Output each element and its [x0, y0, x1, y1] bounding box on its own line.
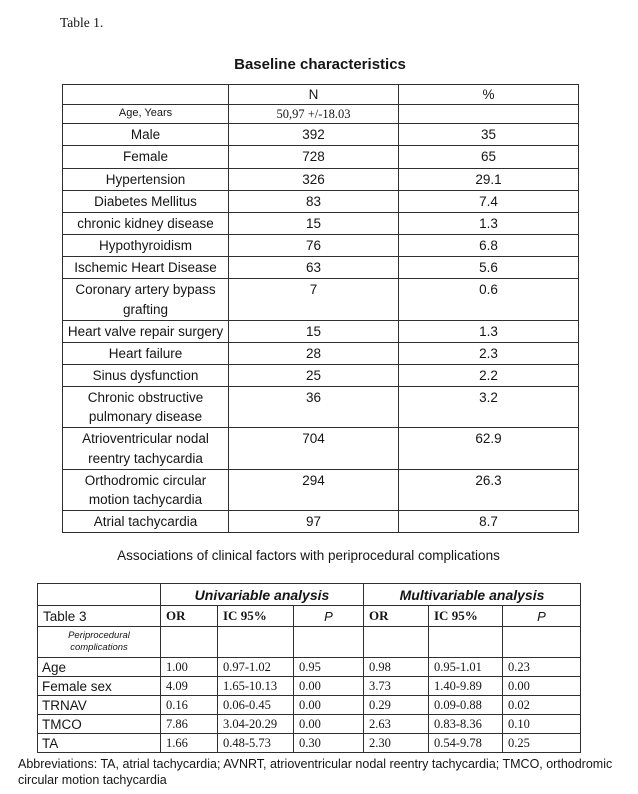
table1-header [63, 85, 579, 105]
table-cell: 15 [229, 320, 399, 342]
table-row [63, 190, 579, 212]
table-header-cell-n: N [229, 85, 399, 105]
table-cell: Hypothyroidism [63, 235, 229, 257]
table-cell: 62.9 [399, 428, 579, 469]
associations-table [37, 583, 581, 753]
table-cell: TRNAV [38, 696, 161, 715]
table-row [63, 257, 579, 279]
table-cell: 1.3 [399, 212, 579, 234]
blank-cell [38, 584, 161, 606]
table-cell: 26.3 [399, 469, 579, 510]
table-cell: 8.7 [399, 511, 579, 533]
table-cell: 76 [229, 235, 399, 257]
table1-caption: Table 1. [60, 15, 104, 30]
abbreviations-footnote: Abbreviations: TA, atrial tachycardia; AVNRT, atrioventricular nodal reentry tachycardia; TMCO, orthodromic circular motion tachycardia [18, 757, 613, 788]
ic95-header: IC 95% [218, 606, 294, 627]
table-cell: 6.8 [399, 235, 579, 257]
table-cell: 83 [229, 190, 399, 212]
table-row [63, 387, 579, 428]
p-header: P [503, 606, 581, 627]
table-cell: Sinus dysfunction [63, 364, 229, 386]
table1-body [63, 105, 579, 533]
table-cell: 2.2 [399, 364, 579, 386]
table3-header [38, 584, 581, 658]
table-cell: 5.6 [399, 257, 579, 279]
or-header: OR [161, 606, 218, 627]
blank-cell [218, 627, 294, 658]
analysis-group-row [38, 584, 581, 606]
table-row [63, 105, 579, 124]
table-cell: Age, Years [63, 105, 229, 124]
table-row [38, 715, 581, 734]
table-cell: Male [63, 124, 229, 146]
table-cell: 35 [399, 124, 579, 146]
table-cell: Age [38, 658, 161, 677]
p-header: P [294, 606, 364, 627]
table-cell: 2.63 [364, 715, 429, 734]
table-cell: 3.73 [364, 677, 429, 696]
table-cell: TA [38, 734, 161, 753]
table3-title: Associations of clinical factors with periprocedural complications [117, 548, 500, 563]
table-cell: 0.00 [294, 696, 364, 715]
table-row [63, 364, 579, 386]
table-cell: Hypertension [63, 168, 229, 190]
multivariable-analysis-header: Multivariable analysis [364, 584, 581, 606]
table-row [63, 235, 579, 257]
table-cell: 63 [229, 257, 399, 279]
table-cell: 7 [229, 279, 399, 320]
table-row [63, 124, 579, 146]
table-cell: 0.00 [294, 677, 364, 696]
blank-cell [503, 627, 581, 658]
table-cell: 1.65-10.13 [218, 677, 294, 696]
table-cell: Heart valve repair surgery [63, 320, 229, 342]
table-cell: 0.06-0.45 [218, 696, 294, 715]
blank-cell [364, 627, 429, 658]
table-cell: 0.25 [503, 734, 581, 753]
table-row [38, 696, 581, 715]
table-header-cell [63, 85, 229, 105]
table-cell: 0.00 [294, 715, 364, 734]
table-cell: 0.29 [364, 696, 429, 715]
table-cell: 0.02 [503, 696, 581, 715]
or-header: OR [364, 606, 429, 627]
table-row [38, 677, 581, 696]
blank-cell [429, 627, 503, 658]
table-cell: Atrioventricular nodal reentry tachycardia [63, 428, 229, 469]
table-cell: 25 [229, 364, 399, 386]
table-cell: 326 [229, 168, 399, 190]
table-cell: 0.6 [399, 279, 579, 320]
table-cell: 294 [229, 469, 399, 510]
table-cell: Diabetes Mellitus [63, 190, 229, 212]
table-cell: 0.95 [294, 658, 364, 677]
table-row [38, 658, 581, 677]
table-header-cell-percent: % [399, 85, 579, 105]
table1-title: Baseline characteristics [234, 56, 406, 73]
table-cell: 2.30 [364, 734, 429, 753]
table-cell: 3.2 [399, 387, 579, 428]
table-cell: Coronary artery bypass grafting [63, 279, 229, 320]
table-cell: 0.95-1.01 [429, 658, 503, 677]
table-cell: 1.66 [161, 734, 218, 753]
table-row [63, 469, 579, 510]
table-cell: chronic kidney disease [63, 212, 229, 234]
table-cell: 3.04-20.29 [218, 715, 294, 734]
table-row [63, 428, 579, 469]
table-cell: 50,97 +/-18.03 [229, 105, 399, 124]
table-row [63, 511, 579, 533]
table-cell: 0.54-9.78 [429, 734, 503, 753]
table-cell: 392 [229, 124, 399, 146]
table-cell: 0.09-0.88 [429, 696, 503, 715]
periprocedural-complications-label: Periprocedural complications [38, 627, 161, 658]
table-cell: 0.30 [294, 734, 364, 753]
table-cell: 1.40-9.89 [429, 677, 503, 696]
table-cell: 728 [229, 146, 399, 168]
table-cell: 7.4 [399, 190, 579, 212]
ic95-header: IC 95% [429, 606, 503, 627]
blank-cell [161, 627, 218, 658]
table-cell: 0.48-5.73 [218, 734, 294, 753]
table-cell: 2.3 [399, 342, 579, 364]
table-row [63, 342, 579, 364]
table-header-row [63, 85, 579, 105]
table-row [63, 168, 579, 190]
table-cell: Atrial tachycardia [63, 511, 229, 533]
table-cell: 0.23 [503, 658, 581, 677]
table-cell: Female [63, 146, 229, 168]
table-cell: 97 [229, 511, 399, 533]
table-cell: 0.83-8.36 [429, 715, 503, 734]
table-cell [399, 105, 579, 124]
table3-corner-label: Table 3 [38, 606, 161, 627]
table-cell: 65 [399, 146, 579, 168]
table-cell: 28 [229, 342, 399, 364]
blank-cell [294, 627, 364, 658]
table3-body [38, 658, 581, 753]
table-cell: 4.09 [161, 677, 218, 696]
subheader-row [38, 627, 581, 658]
table-cell: Heart failure [63, 342, 229, 364]
table-cell: 0.16 [161, 696, 218, 715]
table-cell: 1.3 [399, 320, 579, 342]
table-cell: Female sex [38, 677, 161, 696]
table-cell: Orthodromic circular motion tachycardia [63, 469, 229, 510]
table-cell: 36 [229, 387, 399, 428]
table-row [63, 279, 579, 320]
table-cell: Chronic obstructive pulmonary disease [63, 387, 229, 428]
baseline-characteristics-table [62, 84, 579, 533]
table-row [63, 212, 579, 234]
table-cell: 704 [229, 428, 399, 469]
table-row [63, 320, 579, 342]
table-cell: Ischemic Heart Disease [63, 257, 229, 279]
column-header-row [38, 606, 581, 627]
table-cell: TMCO [38, 715, 161, 734]
table-row [63, 146, 579, 168]
table-cell: 0.98 [364, 658, 429, 677]
table-cell: 7.86 [161, 715, 218, 734]
table-cell: 0.00 [503, 677, 581, 696]
univariable-analysis-header: Univariable analysis [161, 584, 364, 606]
table-cell: 0.10 [503, 715, 581, 734]
table-cell: 0.97-1.02 [218, 658, 294, 677]
table-row [38, 734, 581, 753]
table-cell: 15 [229, 212, 399, 234]
table-cell: 29.1 [399, 168, 579, 190]
table-cell: 1.00 [161, 658, 218, 677]
